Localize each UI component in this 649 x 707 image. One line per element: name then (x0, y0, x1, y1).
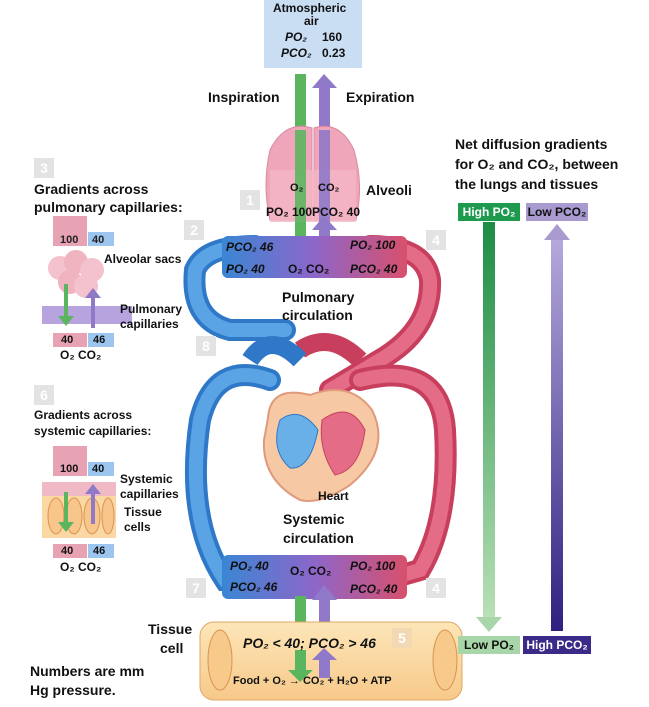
sys-gas-labels: O₂ CO₂ (60, 560, 102, 574)
expiration-label: Expiration (346, 89, 415, 105)
o2-gradient-bar (483, 222, 495, 617)
atmosphere-pco2-value: 0.23 (322, 46, 346, 60)
atmosphere-pco2-label: PCO₂ (281, 46, 312, 60)
step-3-badge: 3 (34, 158, 54, 178)
sys-top-o2: 100 (60, 463, 79, 475)
footnote-line-2: Hg pressure. (30, 682, 116, 698)
tissue-equation: Food + O₂ → CO₂ + H₂O + ATP (233, 675, 392, 687)
atmosphere-title-2: air (304, 14, 319, 28)
net-diffusion-title-1: Net diffusion gradients (455, 136, 608, 152)
sys-right-pco2: PCO₂ 40 (350, 582, 398, 596)
step-6-badge: 6 (34, 385, 54, 405)
low-pco2-label: Low PCO₂ (527, 205, 587, 219)
step-5-badge: 5 (392, 628, 412, 648)
step-2-badge: 2 (184, 220, 204, 240)
pulm-mid-gases: O₂ CO₂ (288, 262, 330, 276)
pulm-bottom-co2: 46 (93, 334, 106, 346)
atmosphere-po2-value: 160 (322, 30, 343, 44)
alveoli-po2: PO₂ 100 (266, 205, 313, 219)
expiration-arrowhead (312, 74, 337, 88)
alveoli-co2-label: CO₂ (318, 182, 340, 194)
pulmonary-circulation-title-2: circulation (282, 307, 353, 323)
pulm-gradients-title-2: pulmonary capillaries: (34, 199, 183, 215)
high-pco2-label: High PCO₂ (523, 636, 591, 654)
pulm-gradients-title-1: Gradients across (34, 181, 149, 197)
atmosphere-title-1: Atmospheric (273, 1, 347, 15)
tissue-cells-label-1: Tissue (124, 505, 162, 519)
pulm-gas-labels: O₂ CO₂ (60, 348, 102, 362)
alveoli-o2-label: O₂ (290, 182, 304, 194)
sys-right-po2: PO₂ 100 (350, 559, 396, 573)
step-4-badge-bottom: 4 (426, 578, 446, 598)
tissue-strip (200, 622, 462, 700)
footnote-line-1: Numbers are mm (30, 663, 145, 679)
pulm-capillaries-label-1: Pulmonary (120, 302, 183, 316)
sys-capillaries-label-1: Systemic (120, 472, 173, 486)
tissue-cell-label-2: cell (160, 640, 184, 656)
systemic-circulation-title-2: circulation (283, 530, 354, 546)
pulm-right-po2: PO₂ 100 (350, 238, 396, 252)
sys-left-po2: PO₂ 40 (230, 559, 269, 573)
tissue-gradient: PO₂ < 40; PCO₂ > 46 (243, 635, 376, 651)
alveoli-label: Alveoli (366, 182, 412, 198)
systemic-circulation-title-1: Systemic (283, 511, 345, 527)
tissue-cell-label-1: Tissue (148, 621, 193, 637)
pulmonary-circulation-title-1: Pulmonary (282, 289, 355, 305)
pulm-top-co2: 40 (92, 234, 105, 246)
sys-gradients-title-1: Gradients across (34, 408, 133, 422)
high-po2-label: High PO₂ (458, 203, 520, 221)
low-po2-label: Low PO₂ (458, 636, 520, 654)
sys-top-co2: 40 (92, 463, 105, 475)
pulm-left-po2: PO₂ 40 (226, 262, 265, 276)
inspiration-label: Inspiration (208, 89, 280, 105)
co2-gradient-bar (551, 238, 563, 631)
step-7-badge: 7 (186, 578, 206, 598)
sys-capillaries-label-2: capillaries (120, 487, 179, 501)
atmosphere-po2-label: PO₂ (285, 30, 307, 44)
sys-bottom-o2: 40 (61, 545, 74, 557)
heart-label: Heart (318, 489, 349, 503)
pulm-left-pco2: PCO₂ 46 (226, 240, 274, 254)
step-4-badge-top: 4 (426, 230, 446, 250)
tissue-cells-label-2: cells (124, 520, 151, 534)
sys-mid-gases: O₂ CO₂ (290, 564, 332, 578)
alveoli-pco2: PCO₂ 40 (312, 205, 361, 219)
net-diffusion-title-3: the lungs and tissues (455, 176, 599, 192)
sys-left-pco2: PCO₂ 46 (230, 580, 278, 594)
pulm-top-o2: 100 (60, 234, 79, 246)
net-diffusion-title-2: for O₂ and CO₂, between (455, 156, 619, 172)
step-1-badge: 1 (240, 190, 260, 210)
systemic-capillary-strip (42, 482, 116, 496)
pulm-bottom-o2: 40 (61, 334, 74, 346)
alveolar-sacs-label: Alveolar sacs (104, 252, 182, 266)
pulmonary-capillary-strip (42, 306, 132, 324)
pulm-capillaries-label-2: capillaries (120, 317, 179, 331)
pulm-right-pco2: PCO₂ 40 (350, 262, 398, 276)
step-8-badge: 8 (196, 336, 216, 356)
sys-bottom-co2: 46 (93, 545, 106, 557)
sys-gradients-title-2: systemic capillaries: (34, 424, 152, 438)
